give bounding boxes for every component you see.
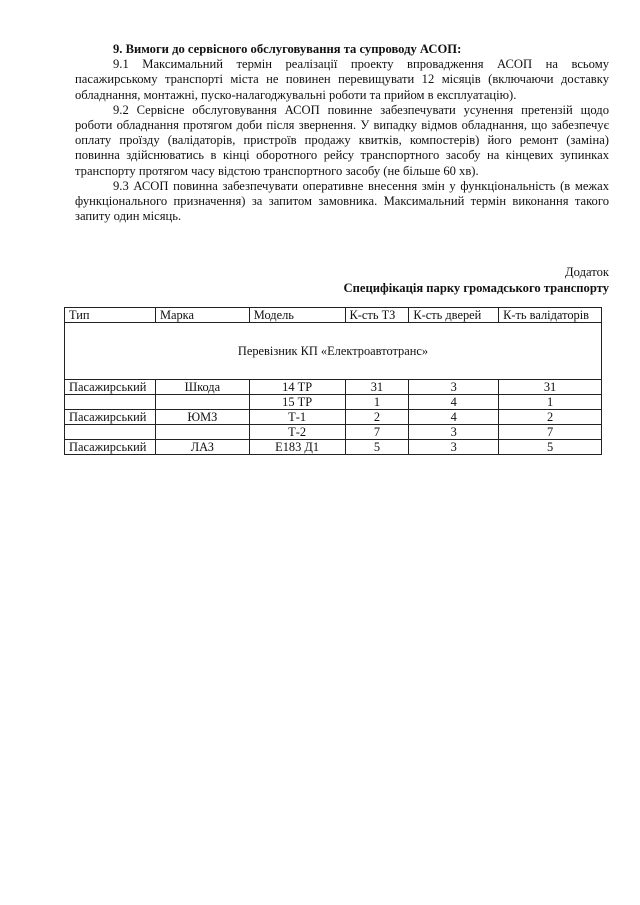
paragraph-9-3: 9.3 АСОП повинна забезпечувати оперативне внесення змін у функціональність (в межах функціонального призначення) за запитом замовника. Максимальний термін виконання такого запиту один місяць. — [75, 178, 609, 224]
cell-door-count: 3 — [409, 380, 499, 395]
header-cell-type: Тип — [65, 308, 156, 323]
cell-vehicle-count: 2 — [345, 410, 409, 425]
table-row — [65, 380, 602, 395]
cell-vehicle-count: 31 — [345, 380, 409, 395]
cell-model: Т-2 — [249, 425, 345, 440]
cell-door-count: 4 — [409, 410, 499, 425]
table-row — [65, 425, 602, 440]
cell-validator-count: 7 — [499, 425, 602, 440]
cell-type: Пасажирський — [65, 380, 156, 395]
table-row — [65, 440, 602, 455]
appendix-header — [344, 265, 609, 296]
cell-validator-count: 5 — [499, 440, 602, 455]
cell-door-count: 3 — [409, 440, 499, 455]
cell-door-count: 3 — [409, 425, 499, 440]
header-cell-vehicle-count: К-сть ТЗ — [345, 308, 409, 323]
cell-validator-count: 1 — [499, 395, 602, 410]
cell-type — [65, 425, 156, 440]
cell-brand: ЮМЗ — [155, 410, 249, 425]
cell-vehicle-count: 1 — [345, 395, 409, 410]
cell-brand: Шкода — [155, 380, 249, 395]
section-heading: 9. Вимоги до сервісного обслуговування та супроводу АСОП: — [113, 42, 462, 56]
table-row — [65, 395, 602, 410]
cell-brand — [155, 395, 249, 410]
header-cell-validator-count: К-ть валідаторів — [499, 308, 602, 323]
section-9 — [75, 42, 609, 224]
appendix-title: Специфікація парку громадського транспорту — [343, 280, 609, 295]
cell-type: Пасажирський — [65, 440, 156, 455]
cell-brand — [155, 425, 249, 440]
cell-validator-count: 2 — [499, 410, 602, 425]
header-cell-door-count: К-сть дверей — [409, 308, 499, 323]
table-row — [65, 410, 602, 425]
cell-door-count: 4 — [409, 395, 499, 410]
cell-model: 14 ТР — [249, 380, 345, 395]
carrier-cell: Перевізник КП «Електроавтотранс» — [65, 323, 602, 380]
cell-validator-count: 31 — [499, 380, 602, 395]
cell-type: Пасажирський — [65, 410, 156, 425]
cell-vehicle-count: 5 — [345, 440, 409, 455]
cell-brand: ЛАЗ — [155, 440, 249, 455]
cell-vehicle-count: 7 — [345, 425, 409, 440]
cell-type — [65, 395, 156, 410]
paragraph-9-1: 9.1 Максимальний термін реалізації проекту впровадження АСОП на всьому пасажирському транспорті міста не повинен перевищувати 12 місяців (включаючи доставку обладнання, монтажні, пуско-налагоджувальні роботи та прийом в експлуатацію). — [75, 57, 609, 102]
fleet-spec-table — [64, 307, 602, 455]
cell-model: Е183 Д1 — [249, 440, 345, 455]
paragraph-9-2: 9.2 Сервісне обслуговування АСОП повинне забезпечувати усунення претензій щодо роботи обладнання протягом доби після звернення. У випадку відмов обладнання, що забезпечує оплату проїзду (валідаторів, пристроїв продажу квитків, компостерів) його ремонт (заміна) повинна здійснюватись в кінці оборотного рейсу транспортного засобу на кінцевих зупинках транспорту протягом часу відстою транспортного засобу (не більше 60 хв). — [75, 102, 609, 178]
carrier-row — [65, 323, 602, 380]
appendix-label: Додаток — [565, 265, 609, 279]
cell-model: Т-1 — [249, 410, 345, 425]
table-header-row — [65, 308, 602, 323]
header-cell-model: Модель — [249, 308, 345, 323]
header-cell-brand: Марка — [155, 308, 249, 323]
cell-model: 15 ТР — [249, 395, 345, 410]
